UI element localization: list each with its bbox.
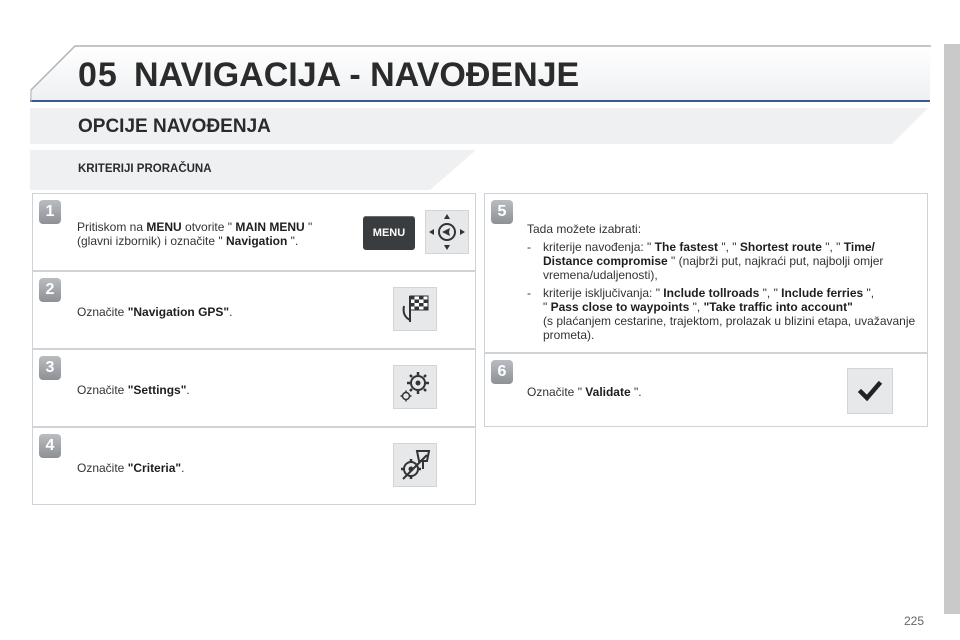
section-title: OPCIJE NAVOĐENJA <box>78 116 271 137</box>
step-badge: 4 <box>39 434 61 458</box>
checkmark-icon[interactable] <box>847 368 893 414</box>
step-badge: 3 <box>39 356 61 380</box>
chapter-number: 05 <box>78 56 118 94</box>
step-4-text: Označite "Criteria". <box>77 461 185 475</box>
page-number: 225 <box>904 614 925 628</box>
side-bar <box>944 44 960 614</box>
step-badge: 2 <box>39 278 61 302</box>
subsection-title: KRITERIJI PRORAČUNA <box>78 163 212 175</box>
joystick-icon <box>425 210 469 254</box>
step-badge: 5 <box>491 200 513 224</box>
criteria-icon <box>393 443 437 487</box>
list-item: - kriterije isključivanja: " Include tollroads ", " Include ferries ", " Pass close to waypoints ", "Take traffic into account" (s plaćanjem cestarine, trajektom, prolazak u blizini etapa, uvažavanje prometa). <box>527 286 916 342</box>
list-item: - kriterije navođenja: " The fastest ", " Shortest route ", " Time/ Distance compromise " (najbrži put, najkraći put, najbolji omjer vremena/udaljenosti), <box>527 240 884 282</box>
step-1-text: Pritiskom na MENU otvorite " MAIN MENU " (glavni izbornik) i označite " Navigation ". <box>77 220 313 248</box>
navigation-gps-icon <box>393 287 437 331</box>
criteria-list <box>527 240 922 342</box>
step-2 <box>32 271 476 349</box>
step-badge: 6 <box>491 360 513 384</box>
step-3 <box>32 349 476 427</box>
step-6 <box>484 353 928 427</box>
step-2-text: Označite "Navigation GPS". <box>77 305 233 319</box>
step-3-text: Označite "Settings". <box>77 383 190 397</box>
chapter-title: NAVIGACIJA - NAVOĐENJE <box>134 56 580 94</box>
step-6-text: Označite " Validate ". <box>527 385 642 399</box>
step-5 <box>484 193 928 353</box>
step-1 <box>32 193 476 271</box>
settings-gears-icon <box>393 365 437 409</box>
step-4 <box>32 427 476 505</box>
step-5-text: Tada možete izabrati: - kriterije navođenja: " The fastest ", " Shortest route ", " Time/ Distance compromise " (najbrži put, najkraći put, najbolji omjer vremena/udaljenosti), - kriterije isključivanja: " Include tollroads ", " Include ferries ", " Pass close to waypoints ", "Take traffic into account" (s plaćanjem cestarine, trajektom, prolazak u blizini etapa, uvažavanje prometa). <box>527 222 922 342</box>
menu-button[interactable]: MENU <box>363 216 415 250</box>
step-badge: 1 <box>39 200 61 224</box>
